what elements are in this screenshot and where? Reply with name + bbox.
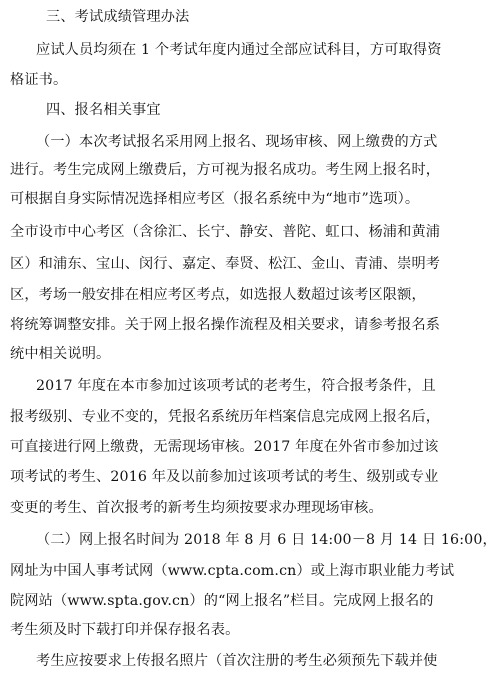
section-heading-exam-results: 三、考试成绩管理办法 <box>46 9 190 25</box>
paragraph-line: 变更的考生、首次报考的新考生均须按要求办理现场审核。 <box>10 500 383 516</box>
paragraph-line: 可根据自身实际情况选择相应考区（报名系统中为“地市”选项）。 <box>10 191 420 207</box>
paragraph-line: 进行。考生完成网上缴费后，方可视为报名成功。考生网上报名时， <box>10 162 441 178</box>
paragraph-line: 院网站（www.spta.gov.cn）的“网上报名”栏目。完成网上报名的 <box>10 593 434 609</box>
paragraph-line: 统中相关说明。 <box>10 346 111 362</box>
paragraph-line: 考生须及时下载打印并保存报名表。 <box>10 622 240 638</box>
paragraph-line: 报考级别、专业不变的，凭报名系统历年档案信息完成网上报名后， <box>10 409 441 425</box>
section-heading-registration: 四、报名相关事宜 <box>46 102 161 118</box>
paragraph-line: 全市设市中心考区（含徐汇、长宁、静安、普陀、虹口、杨浦和黄浦 <box>10 224 441 240</box>
paragraph-line: 可直接进行网上缴费，无需现场审核。2017 年度在外省市参加过该 <box>10 439 439 455</box>
paragraph-line: 区）和浦东、宝山、闵行、嘉定、奉贤、松江、金山、青浦、崇明考 <box>10 256 441 272</box>
paragraph-line: 应试人员均须在 1 个考试年度内通过全部应试科目，方可取得资 <box>36 42 442 58</box>
paragraph-line: 考生应按要求上传报名照片（首次注册的考生必须预先下载并使 <box>36 653 438 669</box>
paragraph-line: （一）本次考试报名采用网上报名、现场审核、网上缴费的方式 <box>36 134 438 150</box>
paragraph-line: 项考试的考生、2016 年及以前参加过该项考试的考生、级别或专业 <box>10 469 439 485</box>
paragraph-line: 区，考场一般安排在相应考区考点，如选报人数超过该考区限额， <box>10 287 426 303</box>
paragraph-line: 将统筹调整安排。关于网上报名操作流程及相关要求，请参考报名系 <box>10 317 441 333</box>
paragraph-line: 格证书。 <box>10 72 68 88</box>
paragraph-line: （二）网上报名时间为 2018 年 8 月 6 日 14:00－8 月 14 日 16:00， <box>36 532 497 548</box>
paragraph-line: 2017 年度在本市参加过该项考试的老考生，符合报考条件，且 <box>36 378 436 394</box>
paragraph-line: 网址为中国人事考试网（www.cpta.com.cn）或上海市职业能力考试 <box>10 563 455 579</box>
